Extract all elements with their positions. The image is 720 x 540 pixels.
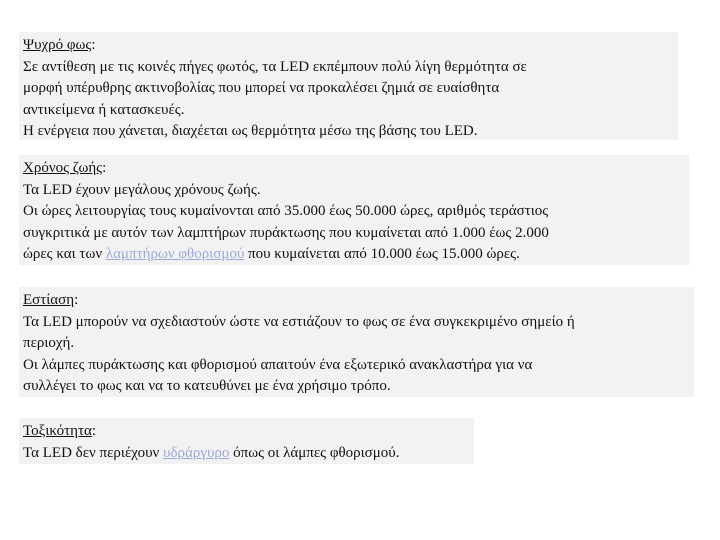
section-title: Ψυχρό φως: [23, 37, 92, 53]
body-line: Οι λάμπες πυράκτωσης και φθορισμού απαιτούν ένα εξωτερικό ανακλαστήρα για να: [23, 356, 533, 373]
mercury-link[interactable]: υδράργυρο: [163, 444, 230, 461]
body-line: Σε αντίθεση με τις κοινές πήγες φωτός, τα LED εκπέμπουν πολύ λίγη θερμότητα σε: [23, 58, 527, 75]
body-line: Οι ώρες λειτουργίας τους κυμαίνονται από 35.000 έως 50.000 ώρες, αριθμός τεράστιος: [23, 203, 549, 219]
body-line: συλλέγει το φως και να το κατευθύνει με ένα χρήσιμο τρόπο.: [23, 378, 391, 394]
body-line: Τα LED μπορούν να σχεδιαστούν ώστε να εστιάζουν το φως σε ένα συγκεκριμένο σημείο ή: [23, 313, 575, 330]
body-line: μορφή υπέρυθρης ακτινοβολίας που μπορεί να προκαλέσει ζημιά σε ευαίσθητα: [23, 80, 500, 96]
fluorescent-lamps-link[interactable]: λαμπτήρων φθορισμού: [105, 246, 245, 262]
section-heading: Εστίαση:: [23, 292, 79, 308]
section-toxicity: [19, 418, 474, 464]
section-focus: [19, 287, 694, 397]
body-line: αντικείμενα ή κατασκευές.: [23, 101, 185, 118]
body-line: Τα LED δεν περιέχουν υδράργυρο όπως οι λάμπες φθορισμού.: [23, 444, 400, 461]
section-cold-light: [19, 32, 678, 140]
section-title: Χρόνος ζωής: [23, 160, 103, 176]
section-heading: Τοξικότητα:: [23, 423, 97, 439]
body-line: περιοχή.: [23, 335, 75, 351]
body-line: Τα LED έχουν μεγάλους χρόνους ζωής.: [23, 181, 261, 198]
body-line: συγκριτικά με αυτόν των λαμπτήρων πυράκτωσης που κυμαίνεται από 1.000 έως 2.000: [23, 224, 549, 241]
section-heading: Ψυχρό φως:: [23, 37, 96, 53]
section-title: Εστίαση: [23, 292, 75, 308]
section-title: Τοξικότητα: [23, 423, 92, 439]
body-line: Η ενέργεια που χάνεται, διαχέεται ως θερμότητα μέσω της βάσης του LED.: [23, 123, 478, 139]
section-heading: Χρόνος ζωής:: [23, 160, 107, 176]
body-line: ώρες και των λαμπτήρων φθορισμού που κυμαίνεται από 10.000 έως 15.000 ώρες.: [23, 246, 520, 262]
section-lifetime: [19, 155, 689, 265]
